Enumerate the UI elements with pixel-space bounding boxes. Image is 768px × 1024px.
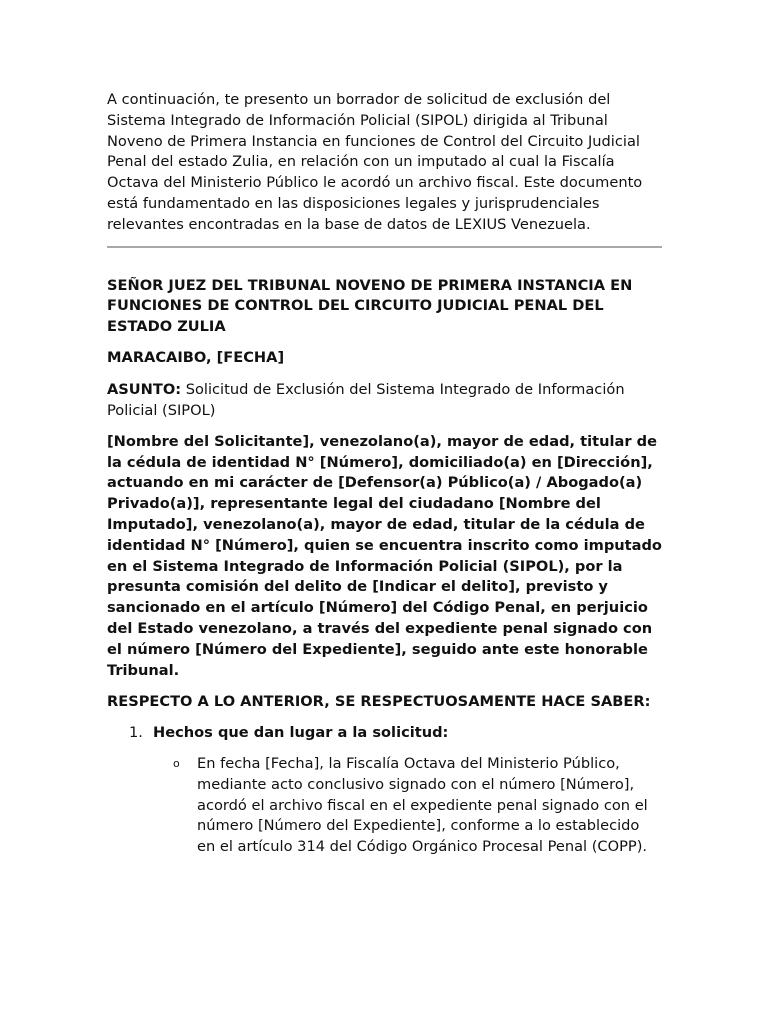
bullet-item-1 (173, 754, 663, 858)
place-date-line: MARACAIBO, [FECHA] (107, 349, 285, 367)
horizontal-divider (107, 246, 662, 248)
subject-line (107, 380, 663, 422)
list-number: 1. (129, 724, 143, 742)
document-content (107, 90, 663, 858)
respect-heading: RESPECTO A LO ANTERIOR, SE RESPECTUOSAMENTE HACE SABER: (107, 692, 651, 710)
bullet-circle-icon: o (173, 757, 180, 771)
subject-text: Solicitud de Exclusión del Sistema Integrado de Información Policial (SIPOL) (107, 380, 625, 419)
subject-label: ASUNTO: (107, 380, 182, 398)
bullet-text: En fecha [Fecha], la Fiscalía Octava del Ministerio Público, mediante acto conclusivo signado con el número [Número], acordó el archivo fiscal en el expediente penal signado con el número [Número del Expediente], conforme a lo establecido en el artículo 314 del Código Orgánico Procesal Penal (COPP). (197, 755, 648, 856)
court-heading: SEÑOR JUEZ DEL TRIBUNAL NOVENO DE PRIMERA INSTANCIA EN FUNCIONES DE CONTROL DEL CIRCUITO JUDICIAL PENAL DEL ESTADO ZULIA (107, 276, 633, 336)
petitioner-paragraph: [Nombre del Solicitante], venezolano(a), mayor de edad, titular de la cédula de identidad N° [Número], domiciliado(a) en [Dirección], actuando en mi carácter de [Defensor(a) Público(a) / Abogado(a) Privado(a)], representante legal del ciudadano [Nombre del Imputado], venezolano(a), mayor de edad, titular de la cédula de identidad N° [Número], quien se encuentra inscrito como imputado en el Sistema Integrado de Información Policial (SIPOL), por la presunta comisión del delito de [Indicar el delito], previsto y sancionado en el artículo [Número] del Código Penal, en perjuicio del Estado venezolano, a través del expediente penal signado con el número [Número del Expediente], seguido ante este honorable Tribunal. (107, 432, 662, 679)
section-title: Hechos que dan lugar a la solicitud: (153, 724, 449, 742)
intro-paragraph: A continuación, te presento un borrador de solicitud de exclusión del Sistema Integrado de Información Policial (SIPOL) dirigida al Tribunal Noveno de Primera Instancia en funciones de Control del Circuito Judicial Penal del estado Zulia, en relación con un imputado al cual la Fiscalía Octava del Ministerio Público le acordó un archivo fiscal. Este documento está fundamentado en las disposiciones legales y jurisprudenciales relevantes encontradas en la base de datos de LEXIUS Venezuela. (107, 91, 643, 233)
numbered-item-1 (107, 723, 663, 744)
